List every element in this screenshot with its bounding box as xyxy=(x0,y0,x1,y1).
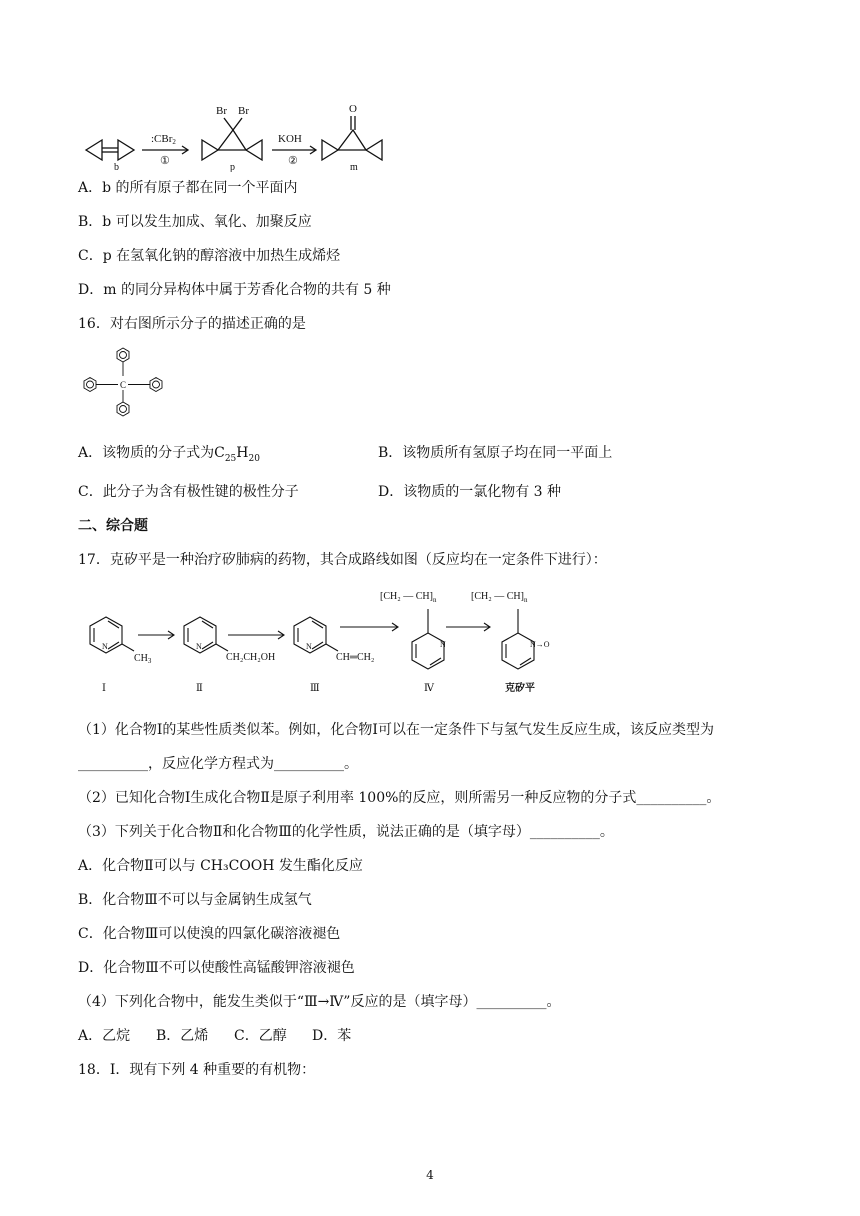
question-stem: 17．克矽平是一种治疗矽肺病的药物，其合成路线如图（反应均在一定条件下进行）： xyxy=(78,552,607,568)
tetraphenylmethane-structure xyxy=(78,342,168,422)
option-text: D．化合物Ⅲ不可以使酸性高锰酸钾溶液褪色 xyxy=(78,960,355,976)
compound-label: Ⅳ xyxy=(424,683,434,694)
option-text: D．苯 xyxy=(312,1028,352,1044)
option-text: B．b 可以发生加成、氧化、加聚反应 xyxy=(78,214,312,230)
reaction-scheme-15 xyxy=(78,100,408,172)
n-label: N xyxy=(440,640,446,649)
cyclopropane-ring xyxy=(366,140,382,160)
step-1: ① xyxy=(160,155,170,167)
compound-label: 克矽平 xyxy=(505,683,535,694)
option-text: A．化合物Ⅱ可以与 CH₃COOH 发生酯化反应 xyxy=(78,858,363,874)
cyclopropane-ring xyxy=(118,140,134,160)
cyclopropane-ring xyxy=(338,130,366,150)
reagent-2: KOH xyxy=(278,133,302,145)
compound-label: Ⅰ xyxy=(102,683,106,694)
substituent-label: CH═CH₂ xyxy=(336,652,375,663)
br-label: Br xyxy=(238,105,249,117)
polymer-label: [CH₂ — $CH]_n$ xyxy=(380,591,437,604)
option-text: C．化合物Ⅲ可以使溴的四氯化碳溶液褪色 xyxy=(78,926,341,942)
option-text: C．乙醇 xyxy=(234,1028,287,1044)
cyclopropane-ring xyxy=(202,140,218,160)
section-heading: 二、综合题 xyxy=(78,518,148,534)
reagent-1: :CBr xyxy=(151,133,173,145)
substituent-label: CH₂CH₂OH xyxy=(226,652,276,663)
option-text: B．乙烯 xyxy=(156,1028,209,1044)
synthesis-route xyxy=(78,585,598,697)
compound-label-p: p xyxy=(230,162,235,172)
cyclopropane-ring xyxy=(322,140,338,160)
question-part: （4）下列化合物中，能发生类似于“Ⅲ→Ⅳ”反应的是（填字母）__________。 xyxy=(78,994,561,1010)
n-label: N xyxy=(306,642,312,651)
n-oxide-label: N→O xyxy=(530,640,550,649)
option-text: A．乙烷 xyxy=(78,1028,131,1044)
compound-label: Ⅲ xyxy=(310,683,320,694)
option-text: A．该物质的分子式为$C_{25}H_{20}$ xyxy=(78,445,260,464)
compound-label-b: b xyxy=(114,162,119,172)
question-part: （1）化合物Ⅰ的某些性质类似苯。例如，化合物Ⅰ可以在一定条件下与氢气发生反应生成，该反应类型为 xyxy=(78,722,714,738)
svg-text::CBr2: :CBr2 xyxy=(151,133,176,146)
n-label: N xyxy=(102,642,108,651)
question-stem: 16．对右图所示分子的描述正确的是 xyxy=(78,316,306,332)
question-part: （2）已知化合物Ⅰ生成化合物Ⅱ是原子利用率 100%的反应，则所需另一种反应物的分子式__________。 xyxy=(78,790,721,806)
cyclopropane-ring xyxy=(86,140,102,160)
compound-label: Ⅱ xyxy=(196,683,203,694)
page-number: 4 xyxy=(426,1168,434,1182)
question-part: __________，反应化学方程式为__________。 xyxy=(78,756,358,772)
option-text: B．化合物Ⅲ不可以与金属钠生成氢气 xyxy=(78,892,312,908)
question-stem: 18．I．现有下列 4 种重要的有机物： xyxy=(78,1062,316,1078)
br-label: Br xyxy=(216,105,227,117)
step-2: ② xyxy=(288,155,298,167)
option-text: C．此分子为含有极性键的极性分子 xyxy=(78,484,299,500)
methyl-label: $CH_3$ xyxy=(134,653,152,665)
compound-label-m: m xyxy=(350,162,358,172)
option-text: D．该物质的一氯化物有 3 种 xyxy=(378,484,562,500)
option-text: C．p 在氢氧化钠的醇溶液中加热生成烯烃 xyxy=(78,248,341,264)
question-part: （3）下列关于化合物Ⅱ和化合物Ⅲ的化学性质，说法正确的是（填字母）__________。 xyxy=(78,824,614,840)
oxygen-label: O xyxy=(349,103,357,115)
option-text: A．b 的所有原子都在同一个平面内 xyxy=(78,180,298,196)
n-label: N xyxy=(196,642,202,651)
cyclopropane-ring xyxy=(246,140,262,160)
option-text: B．该物质所有氢原子均在同一平面上 xyxy=(378,445,613,461)
polymer-label: [CH₂ — $CH]_n$ xyxy=(471,591,528,604)
option-text: D．m 的同分异构体中属于芳香化合物的共有 5 种 xyxy=(78,282,391,298)
cyclopropane-ring xyxy=(218,130,246,150)
carbon-label: C xyxy=(120,380,127,390)
